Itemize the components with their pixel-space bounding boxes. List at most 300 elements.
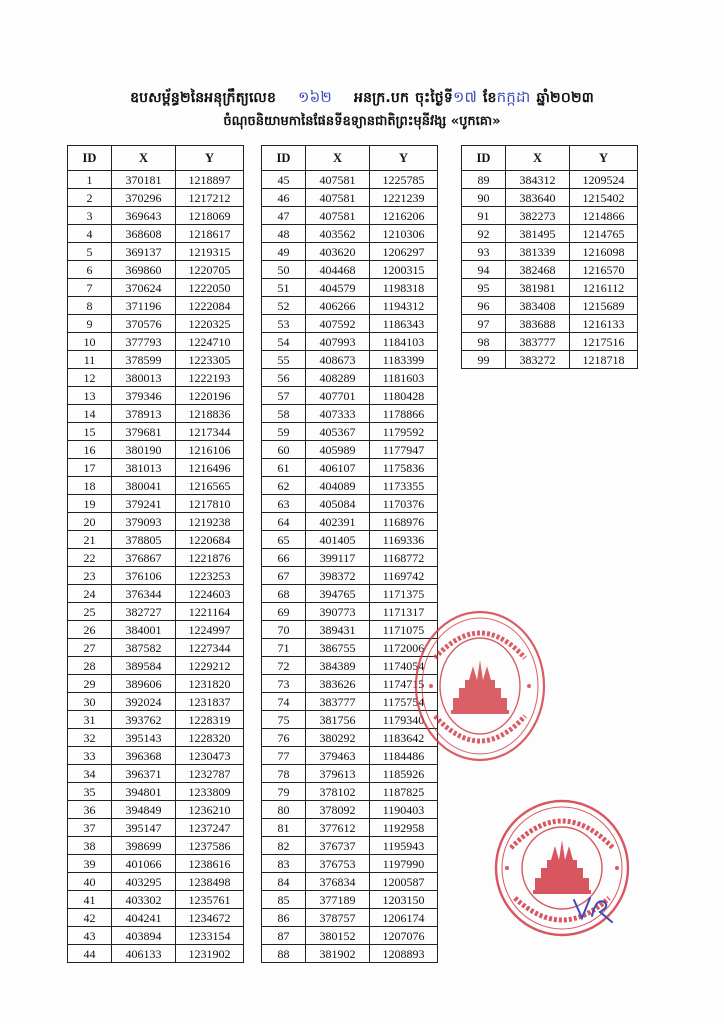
cell-id: 38 (68, 837, 112, 855)
cell-y: 1216565 (176, 477, 244, 495)
table-row (462, 261, 638, 279)
table-row (262, 243, 438, 261)
table-row (68, 243, 244, 261)
cell-x: 407333 (306, 405, 370, 423)
cell-id: 63 (262, 495, 306, 513)
cell-x: 368608 (112, 225, 176, 243)
table-row (462, 333, 638, 351)
cell-id: 48 (262, 225, 306, 243)
cell-x: 403562 (306, 225, 370, 243)
cell-id: 61 (262, 459, 306, 477)
cell-x: 380190 (112, 441, 176, 459)
cell-x: 401066 (112, 855, 176, 873)
cell-y: 1178866 (370, 405, 438, 423)
cell-x: 394765 (306, 585, 370, 603)
cell-y: 1214866 (570, 207, 638, 225)
cell-y: 1218069 (176, 207, 244, 225)
cell-x: 406266 (306, 297, 370, 315)
table-row (262, 927, 438, 945)
cell-id: 68 (262, 585, 306, 603)
table-header-row (68, 146, 244, 171)
cell-y: 1214765 (570, 225, 638, 243)
cell-y: 1219315 (176, 243, 244, 261)
table-row (262, 459, 438, 477)
cell-id: 69 (262, 603, 306, 621)
cell-y: 1224603 (176, 585, 244, 603)
cell-y: 1216098 (570, 243, 638, 261)
cell-id: 89 (462, 171, 506, 189)
cell-x: 382468 (506, 261, 570, 279)
cell-x: 389606 (112, 675, 176, 693)
cell-id: 77 (262, 747, 306, 765)
cell-y: 1216133 (570, 315, 638, 333)
cell-id: 32 (68, 729, 112, 747)
table-row (68, 801, 244, 819)
coordinates-table-2 (261, 145, 438, 963)
cell-x: 383777 (306, 693, 370, 711)
cell-y: 1223305 (176, 351, 244, 369)
table-row (68, 459, 244, 477)
table-row (262, 909, 438, 927)
cell-id: 80 (262, 801, 306, 819)
table-row (262, 513, 438, 531)
cell-id: 42 (68, 909, 112, 927)
cell-y: 1225785 (370, 171, 438, 189)
cell-y: 1227344 (176, 639, 244, 657)
cell-y: 1216206 (370, 207, 438, 225)
cell-x: 380041 (112, 477, 176, 495)
cell-id: 15 (68, 423, 112, 441)
cell-x: 405367 (306, 423, 370, 441)
cell-y: 1216106 (176, 441, 244, 459)
cell-x: 380152 (306, 927, 370, 945)
cell-id: 84 (262, 873, 306, 891)
cell-x: 369137 (112, 243, 176, 261)
cell-y: 1183642 (370, 729, 438, 747)
table-row (262, 621, 438, 639)
cell-x: 381495 (506, 225, 570, 243)
cell-y: 1216112 (570, 279, 638, 297)
cell-y: 1186343 (370, 315, 438, 333)
cell-x: 398372 (306, 567, 370, 585)
cell-x: 404579 (306, 279, 370, 297)
cell-id: 50 (262, 261, 306, 279)
month-label: ខែ (483, 90, 497, 106)
cell-y: 1169336 (370, 531, 438, 549)
table-row (68, 315, 244, 333)
table-row (262, 945, 438, 963)
cell-x: 377612 (306, 819, 370, 837)
cell-y: 1224710 (176, 333, 244, 351)
table-row (68, 945, 244, 963)
cell-y: 1169742 (370, 567, 438, 585)
table-row (462, 189, 638, 207)
cell-x: 402391 (306, 513, 370, 531)
month-value: កក្កដា (496, 88, 531, 106)
cell-id: 79 (262, 783, 306, 801)
cell-x: 384001 (112, 621, 176, 639)
cell-x: 392024 (112, 693, 176, 711)
cell-y: 1222084 (176, 297, 244, 315)
table-row (462, 207, 638, 225)
cell-id: 28 (68, 657, 112, 675)
cell-y: 1231820 (176, 675, 244, 693)
table-row (262, 297, 438, 315)
cell-x: 382273 (506, 207, 570, 225)
cell-id: 71 (262, 639, 306, 657)
cell-x: 378599 (112, 351, 176, 369)
header-line-1 (0, 88, 724, 110)
table-row (262, 585, 438, 603)
table-row (262, 747, 438, 765)
table-row (262, 333, 438, 351)
cell-x: 407581 (306, 207, 370, 225)
cell-id: 3 (68, 207, 112, 225)
signature-mark (570, 892, 618, 926)
table-row (68, 387, 244, 405)
cell-x: 383688 (506, 315, 570, 333)
cell-x: 407993 (306, 333, 370, 351)
cell-y: 1181603 (370, 369, 438, 387)
cell-y: 1224997 (176, 621, 244, 639)
table-row (262, 837, 438, 855)
cell-x: 376753 (306, 855, 370, 873)
cell-id: 21 (68, 531, 112, 549)
official-seal-stamp (413, 608, 548, 764)
cell-x: 370624 (112, 279, 176, 297)
cell-id: 94 (462, 261, 506, 279)
cell-id: 99 (462, 351, 506, 369)
cell-x: 376737 (306, 837, 370, 855)
cell-y: 1197990 (370, 855, 438, 873)
cell-y: 1207076 (370, 927, 438, 945)
table-row (262, 441, 438, 459)
cell-x: 370181 (112, 171, 176, 189)
coordinates-table-1 (67, 145, 244, 963)
cell-id: 30 (68, 693, 112, 711)
cell-id: 86 (262, 909, 306, 927)
table-row (262, 603, 438, 621)
cell-y: 1217344 (176, 423, 244, 441)
cell-y: 1190403 (370, 801, 438, 819)
cell-y: 1221239 (370, 189, 438, 207)
cell-id: 70 (262, 621, 306, 639)
cell-id: 83 (262, 855, 306, 873)
table-row (262, 315, 438, 333)
cell-x: 370576 (112, 315, 176, 333)
table-row (68, 639, 244, 657)
table-row (462, 297, 638, 315)
cell-y: 1206297 (370, 243, 438, 261)
cell-x: 381902 (306, 945, 370, 963)
table-row (262, 477, 438, 495)
cell-x: 395143 (112, 729, 176, 747)
column-header-y: Y (370, 146, 438, 171)
table-row (262, 639, 438, 657)
table-row (262, 261, 438, 279)
table-row (262, 405, 438, 423)
cell-y: 1175754 (370, 693, 438, 711)
cell-y: 1231837 (176, 693, 244, 711)
table-row (262, 819, 438, 837)
cell-id: 40 (68, 873, 112, 891)
cell-x: 403620 (306, 243, 370, 261)
table-row (262, 369, 438, 387)
table-row (262, 495, 438, 513)
table-row (68, 207, 244, 225)
cell-x: 378913 (112, 405, 176, 423)
table-row (68, 351, 244, 369)
cell-x: 379093 (112, 513, 176, 531)
cell-y: 1223253 (176, 567, 244, 585)
cell-id: 52 (262, 297, 306, 315)
cell-id: 41 (68, 891, 112, 909)
cell-y: 1230473 (176, 747, 244, 765)
table-row (68, 693, 244, 711)
sub-decree-code: អនក្រ.បក (353, 90, 410, 106)
cell-y: 1173355 (370, 477, 438, 495)
cell-x: 403894 (112, 927, 176, 945)
cell-y: 1200315 (370, 261, 438, 279)
cell-y: 1183399 (370, 351, 438, 369)
cell-y: 1217212 (176, 189, 244, 207)
table-row (68, 909, 244, 927)
cell-y: 1221164 (176, 603, 244, 621)
cell-x: 384389 (306, 657, 370, 675)
table-row (68, 513, 244, 531)
cell-x: 383640 (506, 189, 570, 207)
table-row (462, 315, 638, 333)
cell-y: 1171075 (370, 621, 438, 639)
cell-id: 20 (68, 513, 112, 531)
cell-y: 1168976 (370, 513, 438, 531)
table-row (68, 675, 244, 693)
cell-id: 25 (68, 603, 112, 621)
cell-id: 44 (68, 945, 112, 963)
cell-id: 43 (68, 927, 112, 945)
cell-y: 1195943 (370, 837, 438, 855)
cell-x: 399117 (306, 549, 370, 567)
cell-y: 1179592 (370, 423, 438, 441)
column-header-id: ID (462, 146, 506, 171)
cell-x: 390773 (306, 603, 370, 621)
cell-x: 370296 (112, 189, 176, 207)
table-row (262, 387, 438, 405)
cell-x: 404468 (306, 261, 370, 279)
cell-y: 1235761 (176, 891, 244, 909)
cell-x: 369643 (112, 207, 176, 225)
cell-y: 1171317 (370, 603, 438, 621)
cell-x: 405989 (306, 441, 370, 459)
column-header-x: X (306, 146, 370, 171)
cell-y: 1236210 (176, 801, 244, 819)
cell-x: 379613 (306, 765, 370, 783)
table-row (68, 873, 244, 891)
table-row (68, 621, 244, 639)
day-value: ១៧ (452, 88, 478, 106)
cell-x: 377793 (112, 333, 176, 351)
cell-x: 376344 (112, 585, 176, 603)
cell-y: 1217810 (176, 495, 244, 513)
table-row (68, 333, 244, 351)
table-row (262, 351, 438, 369)
table-row (262, 189, 438, 207)
cell-id: 23 (68, 567, 112, 585)
cell-id: 4 (68, 225, 112, 243)
cell-id: 85 (262, 891, 306, 909)
cell-id: 93 (462, 243, 506, 261)
cell-id: 91 (462, 207, 506, 225)
table-row (68, 603, 244, 621)
cell-id: 6 (68, 261, 112, 279)
cell-y: 1185926 (370, 765, 438, 783)
cell-x: 379346 (112, 387, 176, 405)
cell-id: 5 (68, 243, 112, 261)
column-header-x: X (506, 146, 570, 171)
cell-x: 396371 (112, 765, 176, 783)
cell-y: 1220705 (176, 261, 244, 279)
cell-id: 67 (262, 567, 306, 585)
cell-y: 1216496 (176, 459, 244, 477)
cell-y: 1179340 (370, 711, 438, 729)
table-row (462, 279, 638, 297)
cell-id: 58 (262, 405, 306, 423)
header-annex-text: ឧបសម្ព័ន្ធ២នៃអនុក្រឹត្យលេខ (130, 90, 277, 106)
cell-x: 380292 (306, 729, 370, 747)
table-row (262, 801, 438, 819)
cell-x: 386755 (306, 639, 370, 657)
cell-y: 1203150 (370, 891, 438, 909)
cell-y: 1216570 (570, 261, 638, 279)
cell-id: 57 (262, 387, 306, 405)
table-row (262, 225, 438, 243)
cell-id: 33 (68, 747, 112, 765)
cell-x: 398699 (112, 837, 176, 855)
cell-y: 1234672 (176, 909, 244, 927)
cell-id: 56 (262, 369, 306, 387)
table-row (68, 783, 244, 801)
cell-x: 404241 (112, 909, 176, 927)
cell-x: 376106 (112, 567, 176, 585)
cell-y: 1171375 (370, 585, 438, 603)
cell-id: 78 (262, 765, 306, 783)
cell-id: 31 (68, 711, 112, 729)
cell-id: 75 (262, 711, 306, 729)
cell-id: 66 (262, 549, 306, 567)
table-row (68, 711, 244, 729)
cell-y: 1233154 (176, 927, 244, 945)
cell-y: 1209524 (570, 171, 638, 189)
cell-id: 82 (262, 837, 306, 855)
cell-y: 1229212 (176, 657, 244, 675)
cell-id: 55 (262, 351, 306, 369)
cell-x: 408673 (306, 351, 370, 369)
cell-y: 1174715 (370, 675, 438, 693)
table-row (262, 675, 438, 693)
dated-label: ចុះថ្ងៃទី (415, 90, 453, 106)
table-row (68, 567, 244, 585)
cell-y: 1175836 (370, 459, 438, 477)
table-row (68, 747, 244, 765)
cell-x: 379463 (306, 747, 370, 765)
table-row (262, 729, 438, 747)
cell-id: 9 (68, 315, 112, 333)
table-row (262, 711, 438, 729)
cell-x: 376867 (112, 549, 176, 567)
cell-y: 1222050 (176, 279, 244, 297)
table-row (262, 279, 438, 297)
table-row (68, 261, 244, 279)
cell-y: 1218897 (176, 171, 244, 189)
table-row (262, 891, 438, 909)
cell-id: 24 (68, 585, 112, 603)
table-row (68, 369, 244, 387)
cell-y: 1208893 (370, 945, 438, 963)
table-row (68, 855, 244, 873)
table-row (68, 729, 244, 747)
table-row (462, 351, 638, 369)
cell-id: 97 (462, 315, 506, 333)
cell-id: 39 (68, 855, 112, 873)
cell-y: 1238616 (176, 855, 244, 873)
table-row (68, 765, 244, 783)
cell-id: 17 (68, 459, 112, 477)
cell-id: 45 (262, 171, 306, 189)
cell-y: 1221876 (176, 549, 244, 567)
cell-id: 1 (68, 171, 112, 189)
cell-id: 35 (68, 783, 112, 801)
table-row (68, 477, 244, 495)
cell-x: 377189 (306, 891, 370, 909)
cell-x: 407581 (306, 189, 370, 207)
table-row (68, 495, 244, 513)
cell-x: 406107 (306, 459, 370, 477)
table-row (68, 657, 244, 675)
cell-x: 407701 (306, 387, 370, 405)
table-row (68, 531, 244, 549)
cell-y: 1219238 (176, 513, 244, 531)
cell-id: 11 (68, 351, 112, 369)
cell-id: 90 (462, 189, 506, 207)
cell-x: 395147 (112, 819, 176, 837)
cell-x: 401405 (306, 531, 370, 549)
coordinates-table-3 (461, 145, 638, 369)
cell-id: 54 (262, 333, 306, 351)
table-row (68, 441, 244, 459)
cell-id: 16 (68, 441, 112, 459)
column-header-x: X (112, 146, 176, 171)
cell-x: 381756 (306, 711, 370, 729)
cell-y: 1232787 (176, 765, 244, 783)
cell-y: 1172006 (370, 639, 438, 657)
sub-decree-number: ១៦២ (298, 88, 332, 106)
cell-id: 7 (68, 279, 112, 297)
cell-x: 403302 (112, 891, 176, 909)
cell-id: 51 (262, 279, 306, 297)
cell-id: 95 (462, 279, 506, 297)
cell-x: 407581 (306, 171, 370, 189)
cell-x: 382727 (112, 603, 176, 621)
cell-y: 1222193 (176, 369, 244, 387)
cell-id: 72 (262, 657, 306, 675)
cell-id: 22 (68, 549, 112, 567)
table-row (68, 837, 244, 855)
cell-id: 12 (68, 369, 112, 387)
table-row (462, 225, 638, 243)
column-header-id: ID (68, 146, 112, 171)
cell-x: 381339 (506, 243, 570, 261)
cell-y: 1217516 (570, 333, 638, 351)
